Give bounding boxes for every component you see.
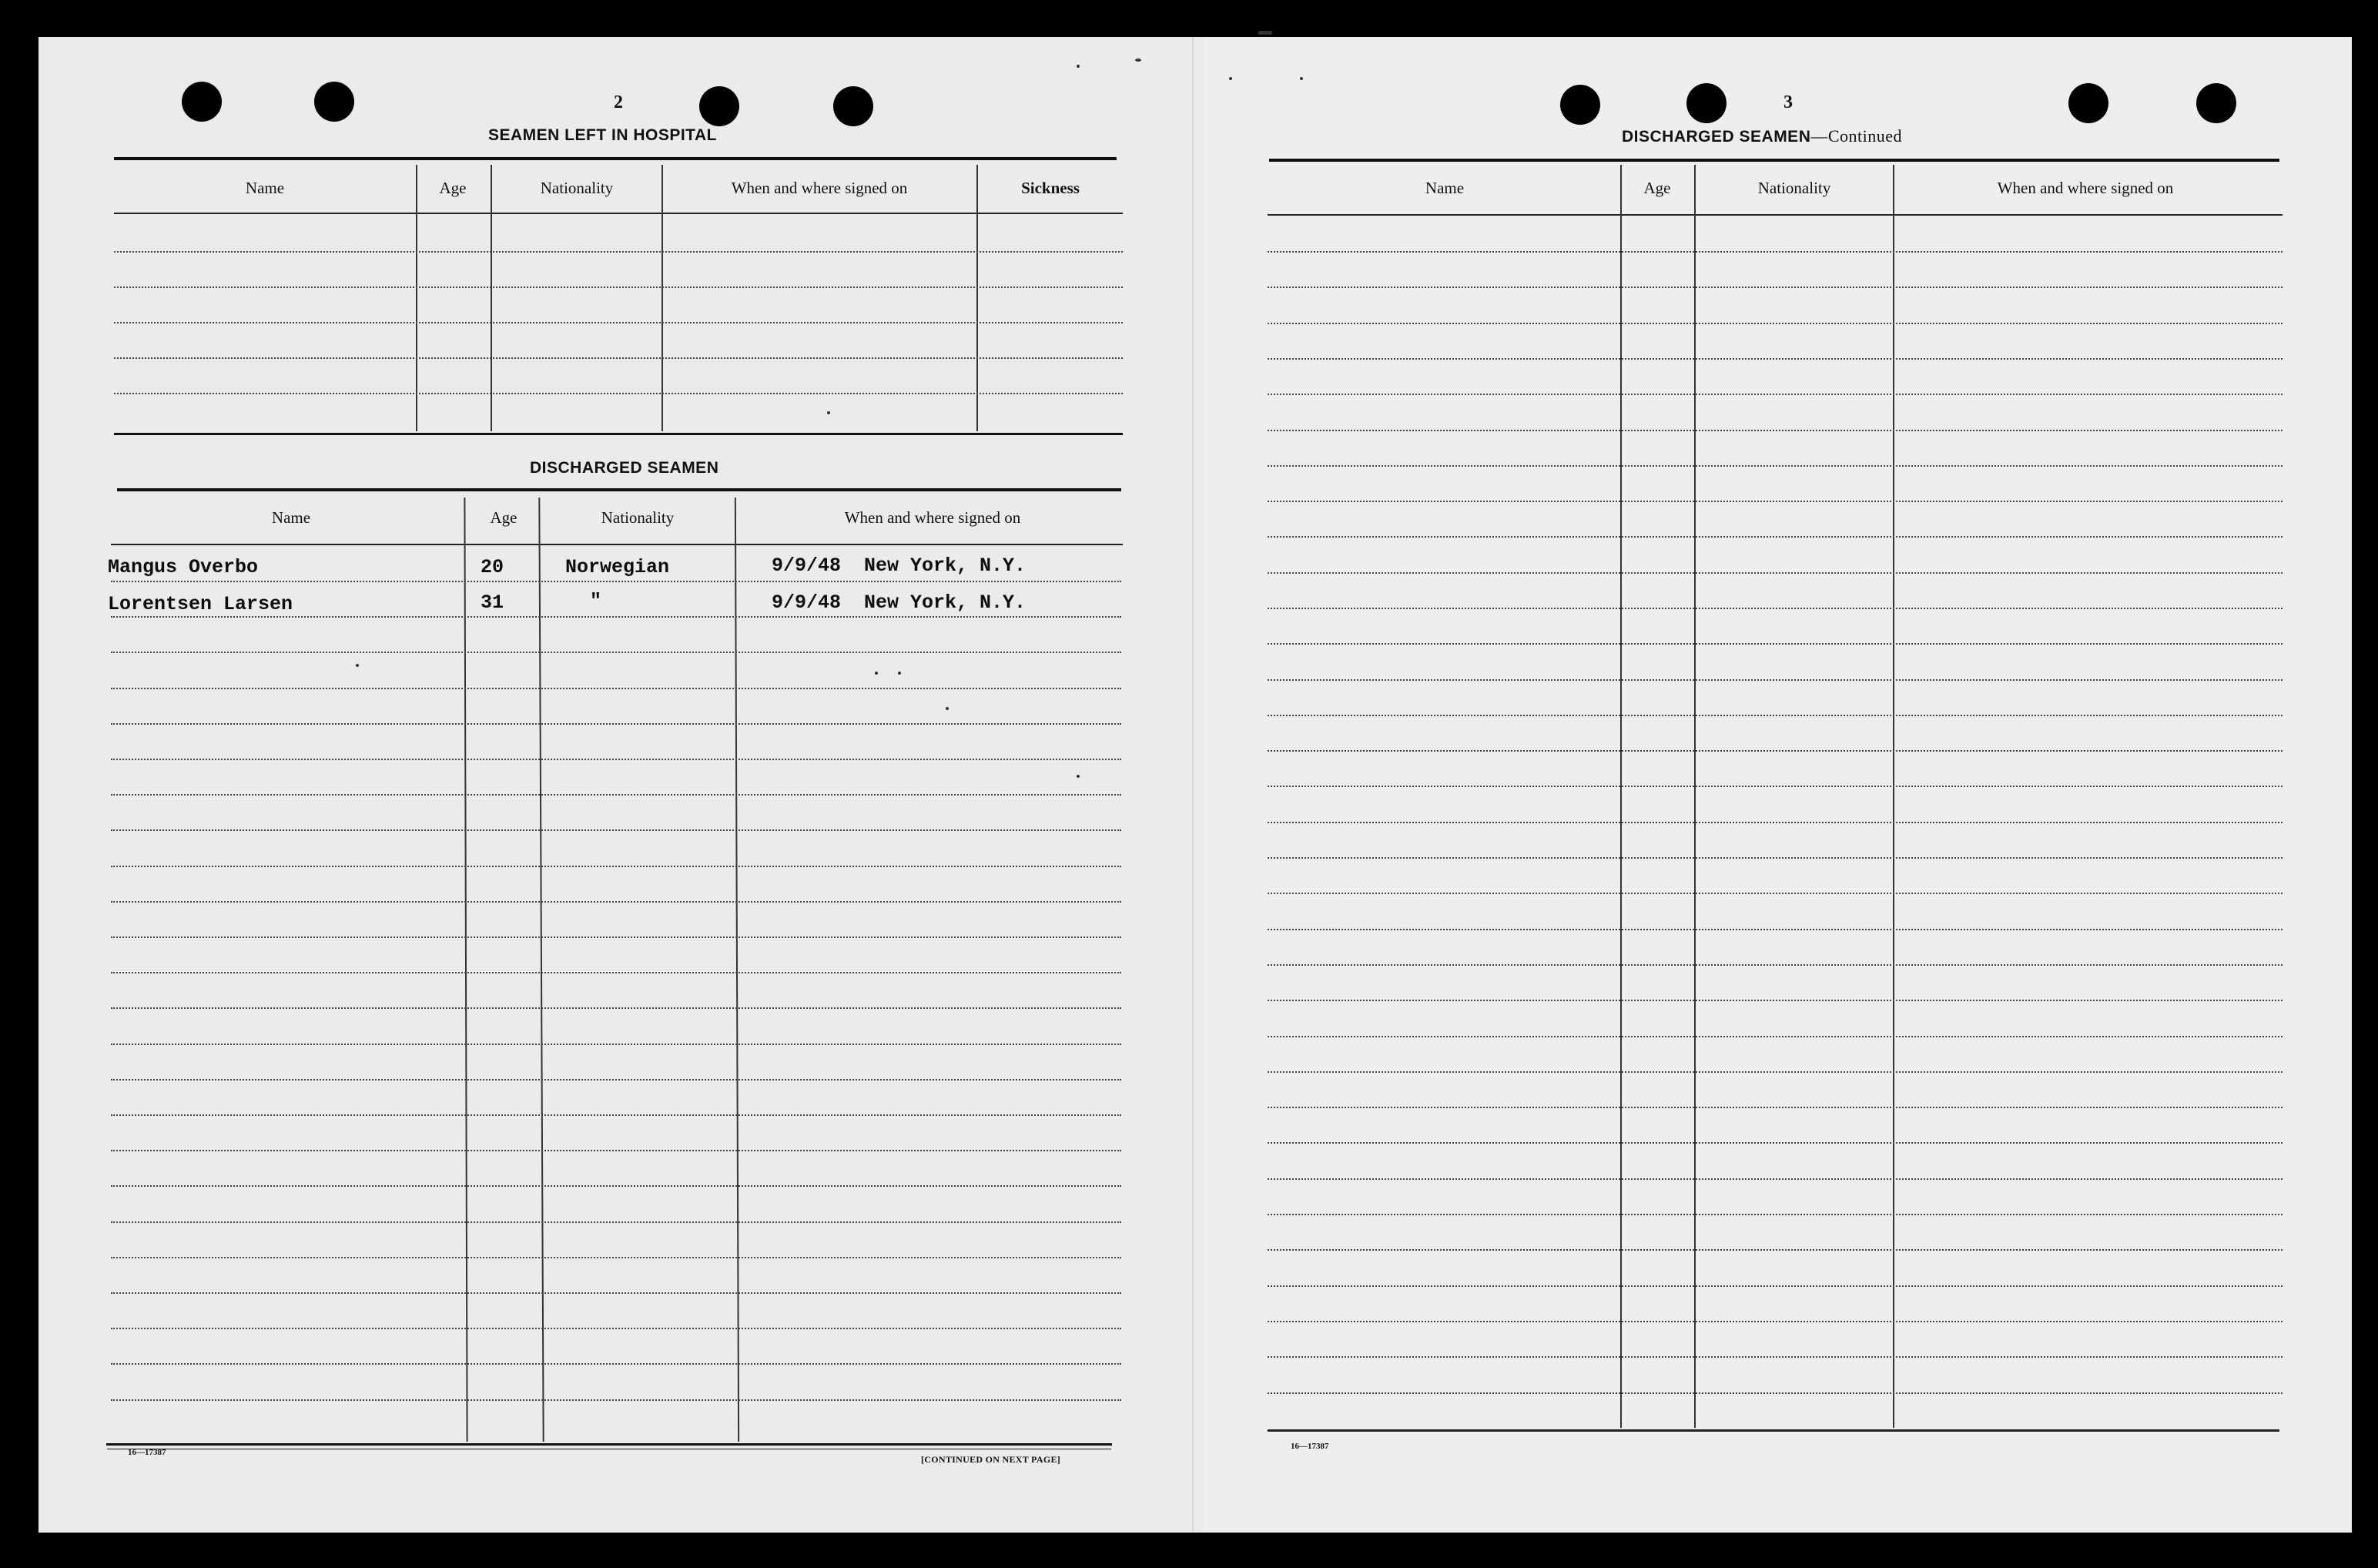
right-col-divider: [1620, 165, 1622, 1428]
discharged-col-nationality: Nationality: [601, 508, 675, 527]
ruled-line: [1268, 430, 2283, 431]
ruled-line: [1268, 1036, 2283, 1037]
ruled-line: [111, 901, 1121, 903]
entry-nationality: Norwegian: [565, 556, 670, 578]
entry-date: 9/9/48: [772, 591, 842, 614]
discharged-section-title: DISCHARGED SEAMEN: [530, 459, 719, 477]
ruled-line: [111, 723, 1121, 725]
ruled-line: [114, 251, 1123, 253]
ruled-line: [1268, 1321, 2283, 1322]
right-title-continued: —Continued: [1810, 126, 1903, 146]
page-number-right: 3: [1784, 92, 1793, 112]
ruled-line: [111, 866, 1121, 867]
ruled-line: [1268, 501, 2283, 502]
hospital-col-divider: [491, 165, 492, 431]
ruled-line: [1268, 1249, 2283, 1251]
discharged-top-rule: [117, 488, 1121, 491]
punch-hole: [182, 82, 222, 122]
entry-date: 9/9/48: [772, 554, 842, 577]
entry-name: Lorentsen Larsen: [108, 593, 293, 615]
punch-hole: [833, 86, 873, 126]
page-number-left: 2: [614, 92, 623, 112]
punch-hole: [1560, 85, 1600, 125]
scan-speck: [1135, 59, 1141, 62]
ruled-line: [111, 616, 1121, 618]
scan-speck: [827, 411, 830, 414]
ruled-line: [111, 581, 1121, 582]
hospital-col-divider: [416, 165, 417, 431]
right-top-rule: [1269, 159, 2279, 162]
ruled-line: [1268, 786, 2283, 787]
ruled-line: [1268, 1142, 2283, 1144]
ruled-line: [111, 1044, 1121, 1045]
ruled-line: [1268, 1356, 2283, 1358]
ruled-line: [1268, 1392, 2283, 1394]
ruled-line: [1268, 822, 2283, 823]
right-col-name: Name: [1425, 179, 1465, 197]
ruled-line: [111, 1221, 1121, 1223]
punch-hole: [1686, 83, 1727, 123]
ruled-line: [111, 652, 1121, 653]
entry-place: New York, N.Y.: [864, 591, 1027, 614]
ruled-line: [114, 357, 1123, 359]
hospital-col-nationality: Nationality: [540, 179, 614, 197]
scan-speck: [1229, 77, 1232, 80]
hospital-col-divider: [661, 165, 663, 431]
scan-speck: [946, 707, 949, 710]
ruled-line: [111, 1363, 1121, 1365]
right-bottom-rule: [1268, 1429, 2279, 1432]
ruled-line: [1268, 929, 2283, 930]
ruled-line: [111, 794, 1121, 796]
scan-speck: [356, 664, 359, 667]
hospital-header-rule: [114, 213, 1123, 214]
right-section-title: [1622, 126, 1902, 146]
scan-speck: [1077, 65, 1080, 68]
right-col-divider: [1893, 165, 1894, 1428]
ruled-line: [111, 972, 1121, 973]
ruled-line: [1268, 1214, 2283, 1215]
ruled-line: [1268, 608, 2283, 609]
ruled-line: [1268, 715, 2283, 716]
discharged-header-rule: [111, 544, 1123, 545]
ruled-line: [111, 1292, 1121, 1294]
punch-hole: [2068, 83, 2108, 123]
ruled-line: [1268, 1178, 2283, 1180]
hospital-section-title: SEAMEN LEFT IN HOSPITAL: [488, 126, 717, 144]
ruled-line: [1268, 857, 2283, 859]
ruled-line: [1268, 1107, 2283, 1108]
right-header-rule: [1268, 214, 2283, 216]
discharged-col-name: Name: [271, 508, 311, 527]
entry-age: 20: [481, 556, 504, 578]
right-col-signed-on: When and where signed on: [1997, 179, 2174, 197]
right-col-age: Age: [1643, 179, 1671, 197]
entry-nationality: ": [590, 590, 602, 612]
hospital-bottom-rule: [114, 433, 1123, 435]
ruled-line: [111, 1257, 1121, 1258]
scan-speck: [1300, 77, 1303, 80]
punch-hole: [2196, 83, 2236, 123]
ruled-line: [1268, 964, 2283, 966]
ruled-line: [111, 829, 1121, 831]
entry-age: 31: [481, 591, 504, 614]
punch-hole: [699, 86, 739, 126]
right-title-main: DISCHARGED SEAMEN: [1622, 128, 1811, 146]
ruled-line: [111, 688, 1121, 689]
continued-note: [CONTINUED ON NEXT PAGE]: [921, 1454, 1061, 1465]
ruled-line: [1268, 750, 2283, 752]
ruled-line: [111, 1399, 1121, 1401]
form-number-left: 16—17387: [128, 1448, 166, 1457]
ruled-line: [111, 1079, 1121, 1081]
scan-speck: [1258, 31, 1272, 35]
hospital-col-name: Name: [245, 179, 285, 197]
ruled-line: [111, 1185, 1121, 1187]
left-page: [39, 37, 1203, 1533]
ruled-line: [1268, 893, 2283, 894]
ruled-line: [1268, 572, 2283, 574]
hospital-col-age: Age: [439, 179, 467, 197]
ruled-line: [111, 759, 1121, 760]
scan-speck: [1077, 775, 1080, 778]
ruled-line: [1268, 643, 2283, 645]
ruled-line: [114, 322, 1123, 323]
ruled-line: [1268, 536, 2283, 538]
ruled-line: [1268, 1000, 2283, 1001]
ruled-line: [1268, 251, 2283, 253]
hospital-col-sickness: Sickness: [1021, 179, 1080, 197]
ruled-line: [111, 1007, 1121, 1009]
ruled-line: [111, 936, 1121, 938]
right-col-nationality: Nationality: [1757, 179, 1831, 197]
discharged-col-signed-on: When and where signed on: [844, 508, 1021, 527]
ruled-line: [111, 1150, 1121, 1151]
form-number-right: 16—17387: [1291, 1442, 1329, 1451]
punch-hole: [314, 82, 354, 122]
right-col-divider: [1694, 165, 1696, 1428]
ruled-line: [1268, 286, 2283, 288]
entry-name: Mangus Overbo: [108, 556, 259, 578]
ruled-line: [111, 1114, 1121, 1116]
right-page: [1203, 37, 2352, 1533]
discharged-bottom-rule: [106, 1443, 1112, 1446]
hospital-col-signed-on: When and where signed on: [731, 179, 908, 197]
ruled-line: [114, 286, 1123, 288]
ruled-line: [1268, 394, 2283, 395]
ruled-line: [111, 1328, 1121, 1329]
ruled-line: [1268, 465, 2283, 467]
ruled-line: [1268, 1071, 2283, 1073]
hospital-top-rule: [114, 157, 1117, 160]
ruled-line: [114, 393, 1123, 394]
page-fold: [1192, 37, 1194, 1533]
discharged-col-age: Age: [490, 508, 517, 527]
scan-speck: [898, 672, 901, 675]
ruled-line: [1268, 1285, 2283, 1287]
hospital-col-divider: [976, 165, 978, 431]
ruled-line: [1268, 323, 2283, 324]
scan-speck: [875, 672, 878, 675]
entry-place: New York, N.Y.: [864, 554, 1027, 577]
ruled-line: [1268, 358, 2283, 360]
ruled-line: [1268, 679, 2283, 681]
